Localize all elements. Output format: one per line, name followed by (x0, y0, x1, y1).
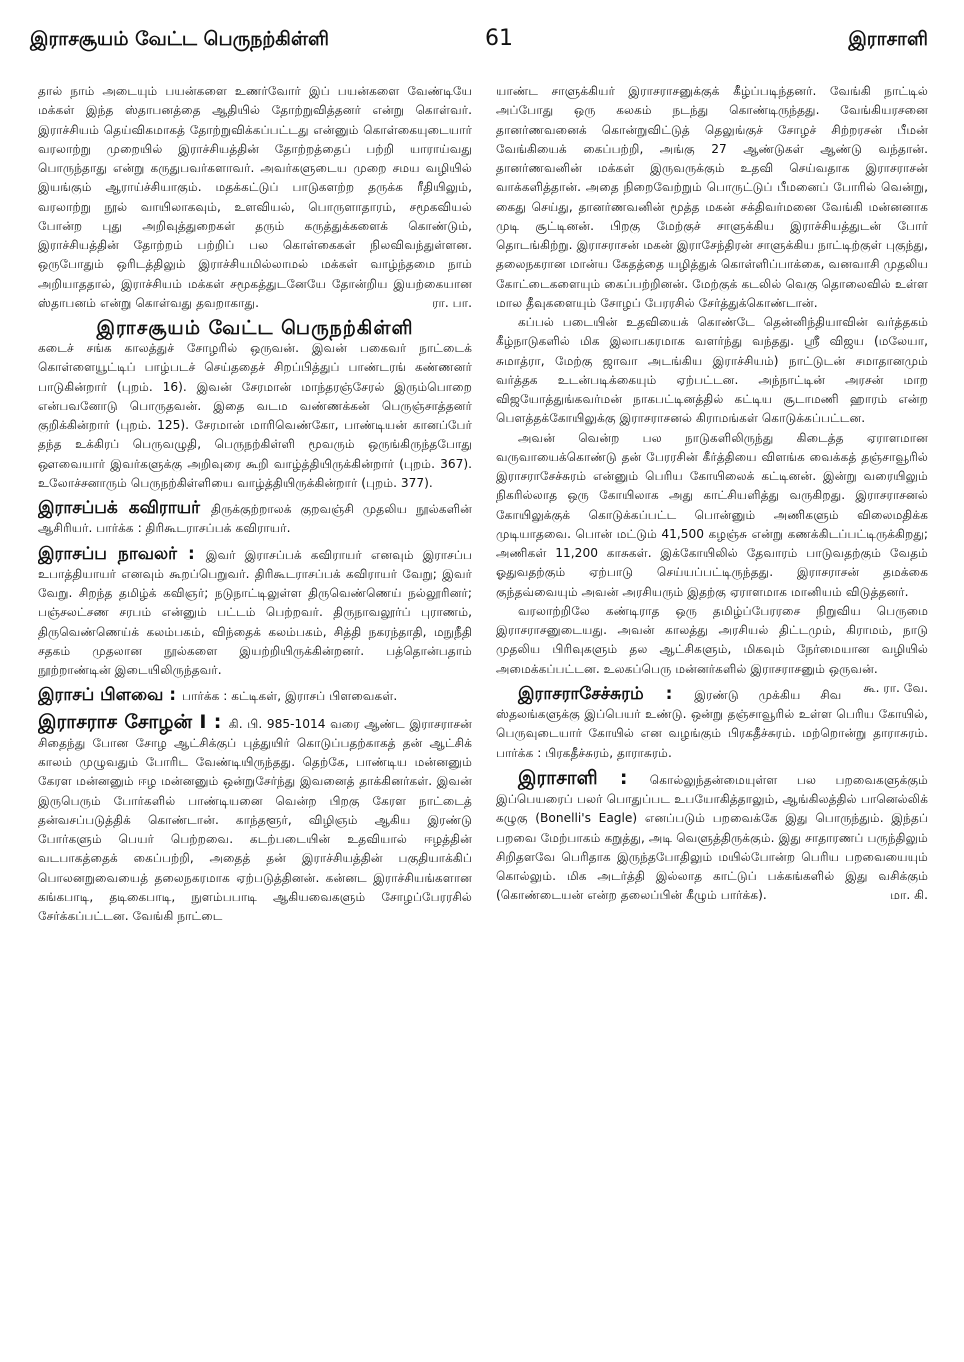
paragraph-text: வரலாற்றிலே கண்டிராத ஒரு தமிழ்ப்பேரரசை நிறுவிய பெருமை இராசராசனுடையது. அவன் காலத்து அரசியல் திட்டமும், கிராமம், நாடு முதலிய பிரிவுகளும் தல ஆட்சிகளும், மிகவும் நேர்மையான வழியில் அமைக்கப்பட்டன. உலகப்பெரு மன்னர்களில் இராசராசனும் ஒருவன். (496, 603, 928, 676)
entry-raja-pilavai (38, 684, 472, 706)
right-column (496, 82, 928, 1352)
entry-rajasuyam-perunarkilli (38, 317, 472, 493)
entry-text: கி. பி. 985-1014 வரை ஆண்ட இராசராசன் சிதைந்து போன சோழ ஆட்சிக்குப் புத்துயிர் கொடுப்பதற்காகத் தன் ஆட்சிக் காலம் முழுவதும் போரிட வேண்டியிருந்தது. தெற்கே, பாண்டிய மன்னனும் கேரள மன்னனும் ஈழ மன்னனும் ஒன்றுசேர்ந்து இவனைத் தாக்கினர்கள். இவன் இருபெரும் போர்களில் பாண்டியனை வென்ற பிறகு கேரள நாட்டைத் தன்வசப்படுத்திக் கொண்டான். காந்தளூர், விழிஞம் ஆகிய இரண்டு போர்களும் பெயர் பெற்றவை. கடற்படையின் உதவியால் ஈழத்தின் வடபாகத்தைக் கைப்பற்றி, அதைத் தன் இராச்சியத்தின் பகுதியாக்கிப் பொலனறுவையைத் தலைநகரமாக ஏற்படுத்தினன். கன்னட இராச்சியங்களான கங்கபாடி, தடிகைபாடி, நுளம்பபாடி ஆகியவைகளும் சோழப்பேரரசில் சேர்க்கப்பட்டன. வேங்கி நாட்டை (38, 716, 472, 923)
intro-paragraph (38, 82, 472, 313)
entry-headword: இராசராசேச்சுரம் : (518, 683, 695, 704)
intro-text: தால் நாம் அடையும் பயன்களை உணர்வோர் இப் பயன்களை வேண்டியே மக்கள் இந்த ஸ்தாபனத்தை ஆதியில் தோற்றுவித்தனர் என்று கொள்வர். இராச்சியம் தெய்விகமாகத் தோற்றுவிக்கப்பட்டது என்னும் கொள்கையுடையார் வரலாற்று முறையில் இராச்சியத்தின் தோற்றத்தைப் பற்றி யாராய்வது பொருந்தாது என்று கருதுபவர்களாவர். அவர்களுடைய முறை சமய வழியில் இயங்கும் ஆராய்ச்சியாகும். மதக்கட்டுப் பாடுகளற்ற தருக்க ரீதியிலும், வரலாற்று நூல் வாயிலாகவும், உளவியல், பொருளாதாரம், சமூகவியல் போன்ற புது அறிவுத்துறைகள் தரும் கருத்துக்களைக் கொண்டும், இராச்சியத்தின் தோற்றம் பற்றிப் பல கொள்கைகள் நிலவிவந்துள்ளன. ஒருபோதும் ஒரிடத்திலும் இராச்சியமில்லாமல் மக்கள் வாழ்ந்தமை நாம் அறியாததால், இராச்சியம் மக்கள் சமூகத்துடனேயே தோன்றிய இயற்கையான ஸ்தாபனம் என்று கொள்வது தவறாகாது. (38, 84, 472, 310)
entry-text: திருக்குற்றாலக் குறவஞ்சி முதலிய நூல்களின் ஆசிரியர். பார்க்க : திரிகூடராசப்பக் கவிராயர். (38, 502, 472, 536)
entry-rajappa-navalar (38, 543, 472, 681)
page-header (30, 28, 928, 64)
entry-text: கொல்லுந்தன்மையுள்ள பல பறவைகளுக்கும் இப்பெயரைப் பலர் பொதுப்பட உபயோகித்தாலும், ஆங்கிலத்தில் பானெல்லிக் கழுகு (Bonelli's Eagle) எனப்படும் பறவைக்கே இது பொருந்தும். இந்தப் பறவை மேற்பாகம் கறுத்து, அடி வெளுத்திருக்கும். இது சாதாரணப் பருந்திலும் சிறிதளவே பெரிதாக இருந்தபோதிலும் மயில்போன்ற பெரிய பறவையையும் கொல்லும். மிக அடர்த்தி இல்லாத காட்டுப் பக்கங்களில் இது வசிக்கும் (கொண்டையன் என்ற தலைப்பின் கீழும் பார்க்க). (496, 772, 928, 903)
paragraph-signature: கூ. ரா. வே. (863, 680, 928, 695)
paragraph-navy-trade: கப்பல் படையின் உதவியைக் கொண்டே தென்னிந்தியாவின் வர்த்தகம் கீழ்நாடுகளில் மிக இலாபகரமாக வளர்ந்து வந்தது. ஸ்ரீ விஜய (மலேயா, சுமாத்ரா, மேற்கு ஜாவா அடங்கிய இராச்சியம்) நாட்டுடன் சமாதானமும் வர்த்தக உடன்படிக்கையும் ஏற்பட்டன. அந்நாட்டின் அரசன் மாற விஜயோத்துங்கவர்மன் நாகபட்டினத்தில் கட்டிய சூடாமணி ஹாரம் என்ற பௌத்தக்கோயிலுக்கு இராசராசனல் கிராமங்கள் கொடுக்கப்பட்டன. (496, 315, 928, 426)
entry-headword: இராசப்ப நாவலர் : (38, 543, 206, 564)
paragraph-temple: அவன் வென்ற பல நாடுகளிலிருந்து கிடைத்த ஏராளமான வருவாயைக்கொண்டு தன் பேரரசின் கீர்த்தியை விளங்க வைக்கத் தஞ்சாவூரில் இராசராசேச்சுரம் என்னும் பெரிய கோயிலைக் கட்டினன். இன்று வரையிலும் நிகரில்லாத ஒரு கோயிலாக அது காட்சியளித்து வருகிறது. இராசராசனல் கோயிலுக்குக் கொடுக்கப்பட்ட பொன்னும் அணிகளும் விலைமதிக்க முடியாதவை. பொன் மட்டும் 41,500 கழஞ்சு என்று கணக்கிடப்பட்டிருக்கிறது; அணிகள் 11,200 காசுகள். இக்கோயிலில் தேவாரம் பாடுவதற்கும் வேதம் ஓதுவதற்கும் ஏற்பாடு செய்யப்பட்டிருந்தது. இராசராசன் தமக்கை குந்தவ்வையும் அவன் அரசியரும் இதற்கு ஏராளமாக மானியம் விடுத்தனர். (496, 430, 928, 599)
continuation-paragraph: யாண்ட சாளுக்கியர் இராசராசனுக்குக் கீழ்ப்படிந்தனர். வேங்கி நாட்டில் அப்போது ஒரு கலகம் நடந்து கொண்டிருந்தது. வேங்கியரசனை தானர்ணவனைக் கொன்றுவிட்டுத் தெலுங்குச் சோழச் சிற்றரசன் பீமன் வேங்கியைக் கைப்பற்றி, அங்கு 27 ஆண்டுகள் ஆண்டு வந்தான். தானர்ணவனின் மக்கள் இருவருக்கும் உதவி செய்வதாக இராசராசன் வாக்களித்தான். அதை நிறைவேற்றும் பொருட்டுப் பீமனைப் போரில் வென்று, கைது செய்து, தானர்ணவனின் மூத்த மகன் சக்திவர்மனை வேங்கி மன்னனாக முடி சூட்டினன். பிறகு மேற்குச் சாளுக்கிய இராச்சியத்துடன் போர் தொடங்கிற்று. இராசராசன் மகன் இராசேந்திரன் சாளுக்கிய நாட்டிற்குள் புகுந்து, தலைநகரான மான்ய கேதத்தை யழித்துக் கொள்ளிப்பாக்கை, வனவாசி முதலிய கோட்டைகளையும் கைப்பற்றினன். மேற்குக் கடலில் வெகு தொலைவில் உள்ள மால தீவுகளையும் சோழப் பேரரசில் சேர்த்துக்கொண்டான். (496, 84, 928, 310)
entry-headword: இராசசூயம் வேட்ட பெருநற்கிள்ளி (96, 317, 414, 339)
entry-headword: இராசப்பக் கவிராயர் (38, 498, 211, 518)
entry-headword: இராசராச சோழன் I : (38, 710, 229, 733)
entry-rajappa-kavirayar (38, 497, 472, 539)
entry-text: பார்க்க : கட்டிகள், இராசப் பிளவைகள். (182, 689, 398, 704)
entry-text: இவர் இராசப்பக் கவிராயர் எனவும் இராசப்ப உபாத்தியாயர் எனவும் கூறப்பெறுவர். திரிகூடராசப்பக் கவிராயர் வேறு; இவர் வேறு. சிறந்த தமிழ்க் கவிஞர்; நடுநாட்டிலுள்ள திருவெண்ணெய் நல்லூரினர்; பஞ்சலட்சண சரபம் என்னும் பட்டம் பெற்றவர். திருநாவலூர்ப் புராணம், திருவெண்ணெய்க் கலம்பகம், விந்தைக் கலம்பகம், சித்தி நகரந்தாதி, மநுநீதி சதகம் முதலான நூல்களை இயற்றியிருக்கின்றனர். பத்தொன்பதாம் நூற்றாண்டின் இடையிலிருந்தவர். (38, 547, 472, 677)
page-number: 61 (485, 26, 513, 51)
entry-text: கடைச் சங்க காலத்துச் சோழரில் ஒருவன். இவன் பகைவர் நாட்டைக் கொள்ளையூட்டிப் பாழ்படச் செய்ததைச் சிறப்பித்துப் பாண்டரங் கண்ணனர் பாடுகின்றார் (புறம். 16). இவன் சேரமான் மாந்தரஞ்சேரல் இரும்பொறை என்பவனோடு பொருதவன். இதை வடம வண்ணக்கன் பெருஞ்சாத்தனர் குறிக்கின்றார் (புறம். 125). சேரமான் மாரிவெண்கோ, பாண்டியன் கானப்பேர் தந்த உக்கிரப் பெருவழுதி, பெருநற்கிள்ளி மூவரும் ஒருங்கிருந்தபோது ஔவையார் இவர்களுக்கு அறிவுரை கூறி வாழ்த்தியிருக்கின்றார் (புறம். 367). உலோச்சனாரும் பெருநற்கிள்ளியை வாழ்த்தியிருக்கின்றார் (புறம். 377). (38, 341, 472, 490)
entry-text: இரண்டு முக்கிய சிவ ஸ்தலங்களுக்கு இப்பெயர் உண்டு. ஒன்று தஞ்சாவூரில் உள்ள பெரிய கோயில், பெருவுடையார் கோயில் என வழங்கும் பிரகதீச்சுரம். மற்றொன்று தாராசுரம். பார்க்க : பிரகதீச்சுரம், தாராசுரம். (496, 687, 928, 760)
running-title-right: இராசாளி (848, 28, 928, 50)
left-column (38, 82, 472, 1352)
entry-rajali (496, 767, 928, 906)
entry-headword: இராசாளி : (518, 766, 650, 789)
intro-signature: ரா. பா. (432, 295, 472, 310)
running-title-left: இராசசூயம் வேட்ட பெருநற்கிள்ளி (30, 28, 330, 50)
entry-rajaraja-chola-i (38, 711, 472, 927)
entry-headword: இராசப் பிளவை : (38, 685, 183, 706)
entry-signature: மா. கி. (890, 888, 928, 903)
